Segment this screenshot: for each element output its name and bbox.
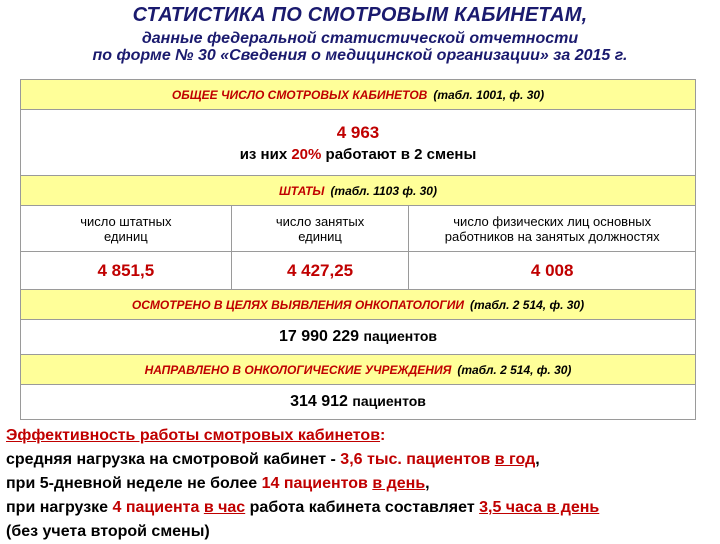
- referred-ref: (табл. 2 514, ф. 30): [457, 362, 572, 377]
- staff-col-2-value: 4 427,25: [231, 252, 409, 290]
- shift-pct: 20%: [291, 145, 322, 163]
- examined-ref: (табл. 2 514, ф. 30): [470, 297, 585, 312]
- l2-end: ,: [425, 475, 430, 492]
- subtitle-line-1: данные федеральной статистической отчетности: [141, 30, 579, 47]
- staff-header-cell: [21, 176, 696, 206]
- l3-u2: 3,5 часа в день: [479, 499, 600, 516]
- staff-col-3-value: 4 008: [409, 252, 696, 290]
- examined-header-cell: [21, 290, 696, 320]
- staff-col-3-line2: работников на занятых должностях: [444, 228, 660, 244]
- total-value-cell: [21, 110, 696, 176]
- referred-unit: пациентов: [352, 393, 426, 409]
- examined-unit: пациентов: [363, 328, 438, 344]
- referred-value-cell: [21, 385, 696, 420]
- total-header-row: [21, 80, 696, 110]
- total-value-row: [21, 110, 696, 176]
- total-value: 4 963: [336, 122, 380, 142]
- staff-col-1-line2: единиц: [103, 228, 148, 244]
- examined-value-row: [21, 320, 696, 355]
- examined-value: 17 990 229: [278, 328, 360, 345]
- efficiency-heading-text: Эффективность работы смотровых кабинетов: [6, 427, 381, 444]
- referred-value-row: [21, 385, 696, 420]
- efficiency-block: [6, 424, 718, 544]
- l2-u: в день: [372, 475, 426, 492]
- staff-ref: (табл. 1103 ф. 30): [330, 183, 437, 198]
- staff-col-1-header: [21, 206, 232, 252]
- referred-header-row: [21, 355, 696, 385]
- l1-val: 3,6 тыс. пациентов: [340, 451, 491, 468]
- staff-header-row: [21, 176, 696, 206]
- l1-end: ,: [535, 451, 540, 468]
- staff-label: ШТАТЫ: [279, 183, 325, 198]
- examined-header-row: [21, 290, 696, 320]
- staff-col-3-line1: число физических лиц основных: [453, 213, 652, 229]
- l2-pre: при 5-дневной неделе не более: [6, 475, 262, 492]
- shift-pre: из них: [239, 145, 288, 163]
- examined-value-cell: [21, 320, 696, 355]
- l3-mid: работа кабинета составляет: [245, 499, 480, 516]
- shift-info: [21, 146, 695, 163]
- efficiency-line-2: [6, 472, 718, 496]
- examined-label: ОСМОТРЕНО В ЦЕЛЯХ ВЫЯВЛЕНИЯ ОНКОПАТОЛОГИИ: [131, 297, 465, 312]
- l3-pre: при нагрузке: [6, 499, 113, 516]
- total-label: ОБЩЕЕ ЧИСЛО СМОТРОВЫХ КАБИНЕТОВ: [171, 87, 428, 102]
- efficiency-heading-colon: :: [380, 427, 386, 444]
- l3-val: 4 пациента: [112, 499, 200, 516]
- l1-u: в год: [494, 451, 536, 468]
- page-title: СТАТИСТИКА ПО СМОТРОВЫМ КАБИНЕТАМ,: [132, 4, 588, 26]
- total-header-cell: [21, 80, 696, 110]
- staff-col-3-header: [409, 206, 696, 252]
- staff-col-1-line1: число штатных: [80, 213, 172, 229]
- referred-label: НАПРАВЛЕНО В ОНКОЛОГИЧЕСКИЕ УЧРЕЖДЕНИЯ: [144, 362, 452, 377]
- efficiency-heading: [6, 424, 718, 448]
- staff-col-1-value: 4 851,5: [21, 252, 232, 290]
- staff-col-2-line1: число занятых: [275, 213, 365, 229]
- staff-values-row: [21, 252, 696, 290]
- statistics-table: [20, 79, 696, 420]
- staff-columns-row: [21, 206, 696, 252]
- l3-u: в час: [203, 499, 246, 516]
- staff-col-2-header: [231, 206, 409, 252]
- l2-val: 14 пациентов: [261, 475, 368, 492]
- efficiency-line-3: [6, 496, 718, 520]
- total-ref: (табл. 1001, ф. 30): [433, 87, 545, 102]
- referred-value: 314 912: [290, 393, 348, 410]
- shift-post: работают в 2 смены: [325, 145, 477, 163]
- efficiency-line-1: [6, 448, 718, 472]
- referred-header-cell: [21, 355, 696, 385]
- l1-pre: средняя нагрузка на смотровой кабинет -: [6, 451, 341, 468]
- subtitle-line-2: по форме № 30 «Сведения о медицинской организации» за 2015 г.: [92, 47, 628, 64]
- staff-col-2-line2: единиц: [298, 228, 342, 244]
- efficiency-line-4: (без учета второй смены): [6, 523, 210, 540]
